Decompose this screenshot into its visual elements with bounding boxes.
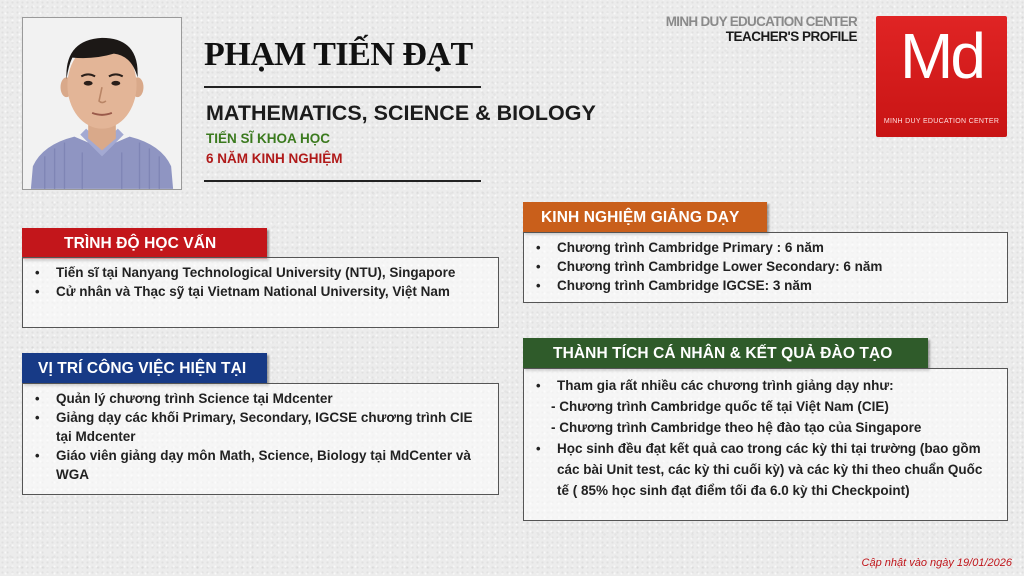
education-box	[22, 257, 499, 328]
teacher-degree: TIẾN SĨ KHOA HỌC	[206, 131, 331, 146]
teacher-portrait-image	[23, 18, 181, 189]
center-logo	[876, 16, 1007, 137]
logo-subtitle: MINH DUY EDUCATION CENTER	[883, 118, 1000, 125]
education-header: TRÌNH ĐỘ HỌC VẤN	[22, 228, 267, 259]
list-item: • Học sinh đều đạt kết quả cao trong các kỳ thi tại trường (bao gồm các bài Unit test, các kỳ thi cuối kỳ) và các kỳ thi theo chuẩn Quốc tế ( 85% học sinh đạt điểm tối đa 6.0 kỳ thi Checkpoint)	[524, 438, 985, 501]
list-item: • Quản lý chương trình Science tại Mdcenter	[23, 389, 488, 408]
teaching-experience-box	[523, 232, 1008, 303]
current-position-list	[23, 389, 488, 484]
teacher-photo	[22, 17, 182, 190]
profile-label: TEACHER'S PROFILE	[725, 29, 857, 44]
list-item: • Giảng dạy các khối Primary, Secondary, IGCSE chương trình CIE tại Mdcenter	[23, 408, 488, 446]
logo-mark: Md	[900, 20, 983, 92]
teaching-experience-list	[524, 238, 1007, 295]
name-divider	[204, 86, 481, 88]
updated-date: Cập nhật vào ngày 19/01/2026	[861, 557, 1012, 569]
education-list	[23, 263, 488, 301]
teacher-name: PHẠM TIẾN ĐẠT	[204, 36, 473, 73]
center-name: MINH DUY EDUCATION CENTER	[665, 14, 857, 29]
list-item: • Chương trình Cambridge Lower Secondary: 6 năm	[524, 257, 1007, 276]
teaching-experience-header: KINH NGHIỆM GIẢNG DẠY	[523, 202, 767, 233]
achievements-box	[523, 368, 1008, 521]
list-item: • Cử nhân và Thạc sỹ tại Vietnam National University, Việt Nam	[23, 282, 488, 301]
list-item: • Chương trình Cambridge Primary : 6 năm	[524, 238, 1007, 257]
title-divider	[204, 180, 481, 182]
current-position-header: VỊ TRÍ CÔNG VIỆC HIỆN TẠI	[22, 353, 267, 384]
teacher-subjects: MATHEMATICS, SCIENCE & BIOLOGY	[206, 101, 596, 125]
list-item: • Tham gia rất nhiều các chương trình giảng dạy như:	[524, 375, 985, 396]
current-position-box	[22, 383, 499, 495]
list-item: • Giáo viên giảng dạy môn Math, Science, Biology tại MdCenter và WGA	[23, 446, 488, 484]
teacher-experience-years: 6 NĂM KINH NGHIỆM	[206, 151, 343, 166]
list-item: • Chương trình Cambridge IGCSE: 3 năm	[524, 276, 1007, 295]
achievements-list	[524, 375, 985, 501]
list-item: • Tiến sĩ tại Nanyang Technological University (NTU), Singapore	[23, 263, 488, 282]
sub-list-item: - Chương trình Cambridge theo hệ đào tạo của Singapore	[551, 420, 922, 435]
achievements-header: THÀNH TÍCH CÁ NHÂN & KẾT QUẢ ĐÀO TẠO	[523, 338, 928, 369]
sub-list-item: - Chương trình Cambridge quốc tế tại Việt Nam (CIE)	[551, 399, 889, 414]
